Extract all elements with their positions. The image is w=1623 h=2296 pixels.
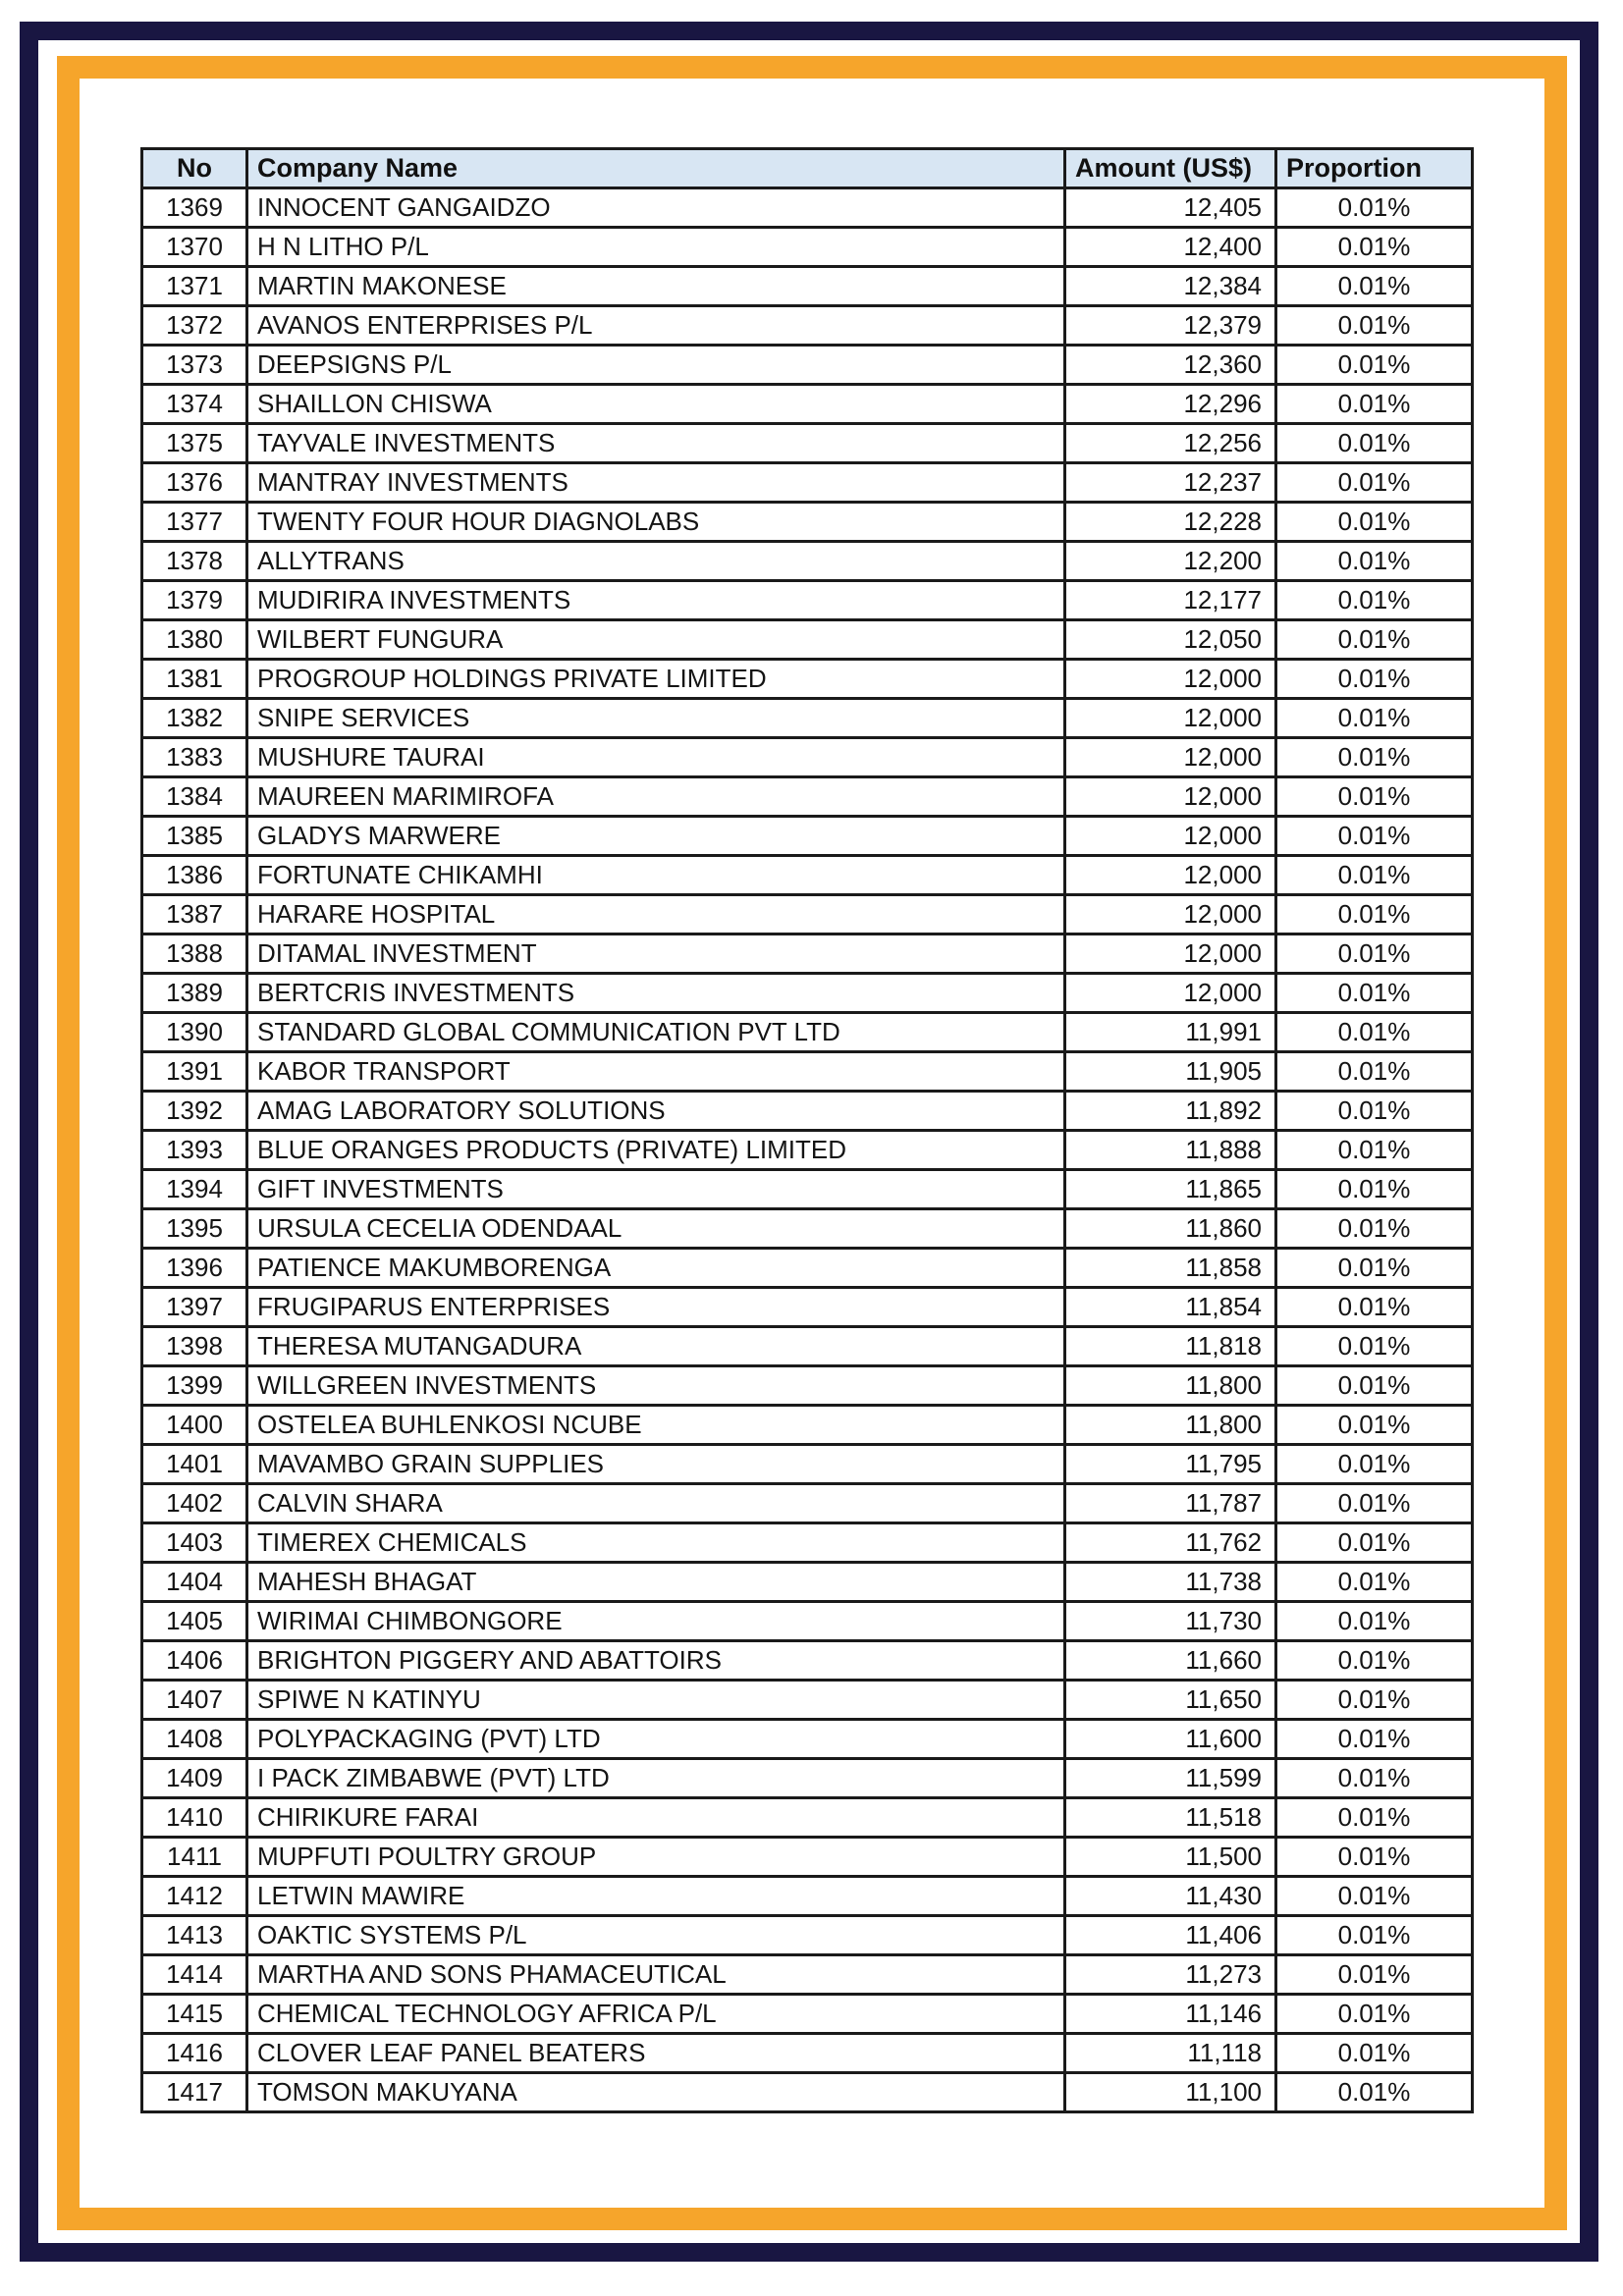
amount-cell: 12,200 xyxy=(1065,542,1276,581)
amount-cell: 11,865 xyxy=(1065,1170,1276,1209)
row-number-cell: 1389 xyxy=(142,974,247,1013)
company-name-cell: MUSHURE TAURAI xyxy=(247,738,1065,777)
amount-cell: 12,000 xyxy=(1065,817,1276,856)
proportion-cell: 0.01% xyxy=(1276,1327,1473,1366)
proportion-cell: 0.01% xyxy=(1276,188,1473,228)
table-row xyxy=(142,424,1473,463)
table-row xyxy=(142,1681,1473,1720)
row-number-cell: 1401 xyxy=(142,1445,247,1484)
amount-cell: 12,256 xyxy=(1065,424,1276,463)
proportion-cell: 0.01% xyxy=(1276,1052,1473,1092)
column-header-company: Company Name xyxy=(247,149,1065,188)
row-number-cell: 1380 xyxy=(142,620,247,660)
amount-cell: 11,650 xyxy=(1065,1681,1276,1720)
table-row xyxy=(142,1249,1473,1288)
proportion-cell: 0.01% xyxy=(1276,1877,1473,1916)
amount-cell: 12,000 xyxy=(1065,699,1276,738)
row-number-cell: 1385 xyxy=(142,817,247,856)
amount-cell: 11,854 xyxy=(1065,1288,1276,1327)
company-name-cell: MUPFUTI POULTRY GROUP xyxy=(247,1838,1065,1877)
proportion-cell: 0.01% xyxy=(1276,424,1473,463)
company-name-cell: URSULA CECELIA ODENDAAL xyxy=(247,1209,1065,1249)
proportion-cell: 0.01% xyxy=(1276,2034,1473,2073)
proportion-cell: 0.01% xyxy=(1276,1209,1473,1249)
proportion-cell: 0.01% xyxy=(1276,1681,1473,1720)
table-row xyxy=(142,385,1473,424)
column-header-proportion: Proportion xyxy=(1276,149,1473,188)
company-name-cell: DITAMAL INVESTMENT xyxy=(247,934,1065,974)
table-row xyxy=(142,777,1473,817)
table-row xyxy=(142,738,1473,777)
table-row xyxy=(142,1484,1473,1523)
row-number-cell: 1415 xyxy=(142,1995,247,2034)
company-name-cell: LETWIN MAWIRE xyxy=(247,1877,1065,1916)
proportion-cell: 0.01% xyxy=(1276,1955,1473,1995)
proportion-cell: 0.01% xyxy=(1276,817,1473,856)
company-name-cell: SPIWE N KATINYU xyxy=(247,1681,1065,1720)
company-name-cell: OAKTIC SYSTEMS P/L xyxy=(247,1916,1065,1955)
company-name-cell: BERTCRIS INVESTMENTS xyxy=(247,974,1065,1013)
table-row xyxy=(142,1327,1473,1366)
table-row xyxy=(142,1759,1473,1798)
amount-cell: 12,000 xyxy=(1065,974,1276,1013)
amount-cell: 11,762 xyxy=(1065,1523,1276,1563)
amount-cell: 12,050 xyxy=(1065,620,1276,660)
amount-cell: 11,660 xyxy=(1065,1641,1276,1681)
proportion-cell: 0.01% xyxy=(1276,385,1473,424)
proportion-cell: 0.01% xyxy=(1276,542,1473,581)
table-row xyxy=(142,895,1473,934)
row-number-cell: 1382 xyxy=(142,699,247,738)
row-number-cell: 1383 xyxy=(142,738,247,777)
amount-cell: 11,787 xyxy=(1065,1484,1276,1523)
table-row xyxy=(142,817,1473,856)
proportion-cell: 0.01% xyxy=(1276,1092,1473,1131)
company-name-cell: INNOCENT GANGAIDZO xyxy=(247,188,1065,228)
amount-cell: 11,738 xyxy=(1065,1563,1276,1602)
company-name-cell: BLUE ORANGES PRODUCTS (PRIVATE) LIMITED xyxy=(247,1131,1065,1170)
table-row xyxy=(142,1916,1473,1955)
amount-cell: 12,228 xyxy=(1065,503,1276,542)
table-row xyxy=(142,620,1473,660)
amount-cell: 12,000 xyxy=(1065,895,1276,934)
company-name-cell: POLYPACKAGING (PVT) LTD xyxy=(247,1720,1065,1759)
company-name-cell: THERESA MUTANGADURA xyxy=(247,1327,1065,1366)
company-name-cell: MARTHA AND SONS PHAMACEUTICAL xyxy=(247,1955,1065,1995)
row-number-cell: 1399 xyxy=(142,1366,247,1406)
amount-cell: 11,860 xyxy=(1065,1209,1276,1249)
table-row xyxy=(142,2034,1473,2073)
proportion-cell: 0.01% xyxy=(1276,1249,1473,1288)
amount-cell: 11,905 xyxy=(1065,1052,1276,1092)
proportion-cell: 0.01% xyxy=(1276,974,1473,1013)
row-number-cell: 1403 xyxy=(142,1523,247,1563)
proportion-cell: 0.01% xyxy=(1276,738,1473,777)
amount-cell: 11,795 xyxy=(1065,1445,1276,1484)
company-name-cell: MUDIRIRA INVESTMENTS xyxy=(247,581,1065,620)
proportion-cell: 0.01% xyxy=(1276,1602,1473,1641)
proportion-cell: 0.01% xyxy=(1276,503,1473,542)
row-number-cell: 1414 xyxy=(142,1955,247,1995)
amount-cell: 12,000 xyxy=(1065,934,1276,974)
company-name-cell: WILBERT FUNGURA xyxy=(247,620,1065,660)
row-number-cell: 1404 xyxy=(142,1563,247,1602)
row-number-cell: 1411 xyxy=(142,1838,247,1877)
row-number-cell: 1405 xyxy=(142,1602,247,1641)
amount-cell: 11,100 xyxy=(1065,2073,1276,2112)
amount-cell: 12,384 xyxy=(1065,267,1276,306)
proportion-cell: 0.01% xyxy=(1276,777,1473,817)
table-row xyxy=(142,346,1473,385)
row-number-cell: 1386 xyxy=(142,856,247,895)
proportion-cell: 0.01% xyxy=(1276,1288,1473,1327)
proportion-cell: 0.01% xyxy=(1276,1563,1473,1602)
proportion-cell: 0.01% xyxy=(1276,346,1473,385)
amount-cell: 12,000 xyxy=(1065,738,1276,777)
company-name-cell: FRUGIPARUS ENTERPRISES xyxy=(247,1288,1065,1327)
proportion-cell: 0.01% xyxy=(1276,463,1473,503)
proportion-cell: 0.01% xyxy=(1276,1523,1473,1563)
table-row xyxy=(142,228,1473,267)
table-row xyxy=(142,1563,1473,1602)
table-row xyxy=(142,542,1473,581)
company-name-cell: AVANOS ENTERPRISES P/L xyxy=(247,306,1065,346)
row-number-cell: 1370 xyxy=(142,228,247,267)
row-number-cell: 1376 xyxy=(142,463,247,503)
amount-cell: 11,800 xyxy=(1065,1406,1276,1445)
amount-cell: 11,118 xyxy=(1065,2034,1276,2073)
row-number-cell: 1392 xyxy=(142,1092,247,1131)
amount-cell: 11,991 xyxy=(1065,1013,1276,1052)
row-number-cell: 1390 xyxy=(142,1013,247,1052)
company-name-cell: MAUREEN MARIMIROFA xyxy=(247,777,1065,817)
table-row xyxy=(142,463,1473,503)
amount-cell: 12,296 xyxy=(1065,385,1276,424)
row-number-cell: 1417 xyxy=(142,2073,247,2112)
row-number-cell: 1375 xyxy=(142,424,247,463)
row-number-cell: 1388 xyxy=(142,934,247,974)
table-row xyxy=(142,1523,1473,1563)
company-name-cell: WILLGREEN INVESTMENTS xyxy=(247,1366,1065,1406)
proportion-cell: 0.01% xyxy=(1276,895,1473,934)
table-row xyxy=(142,2073,1473,2112)
row-number-cell: 1406 xyxy=(142,1641,247,1681)
amount-cell: 11,430 xyxy=(1065,1877,1276,1916)
row-number-cell: 1395 xyxy=(142,1209,247,1249)
proportion-cell: 0.01% xyxy=(1276,1366,1473,1406)
proportion-cell: 0.01% xyxy=(1276,1995,1473,2034)
company-name-cell: ALLYTRANS xyxy=(247,542,1065,581)
amount-cell: 11,518 xyxy=(1065,1798,1276,1838)
proportion-cell: 0.01% xyxy=(1276,1838,1473,1877)
row-number-cell: 1407 xyxy=(142,1681,247,1720)
amount-cell: 11,406 xyxy=(1065,1916,1276,1955)
company-name-cell: TIMEREX CHEMICALS xyxy=(247,1523,1065,1563)
row-number-cell: 1397 xyxy=(142,1288,247,1327)
company-name-cell: I PACK ZIMBABWE (PVT) LTD xyxy=(247,1759,1065,1798)
table-row xyxy=(142,1838,1473,1877)
column-header-no: No xyxy=(142,149,247,188)
table-row xyxy=(142,1052,1473,1092)
row-number-cell: 1402 xyxy=(142,1484,247,1523)
proportion-cell: 0.01% xyxy=(1276,1406,1473,1445)
amount-cell: 12,237 xyxy=(1065,463,1276,503)
table-row xyxy=(142,1602,1473,1641)
proportion-cell: 0.01% xyxy=(1276,1641,1473,1681)
company-name-cell: OSTELEA BUHLENKOSI NCUBE xyxy=(247,1406,1065,1445)
amount-cell: 11,858 xyxy=(1065,1249,1276,1288)
amount-cell: 11,888 xyxy=(1065,1131,1276,1170)
proportion-cell: 0.01% xyxy=(1276,1445,1473,1484)
table-row xyxy=(142,1013,1473,1052)
table-row xyxy=(142,306,1473,346)
amount-cell: 12,360 xyxy=(1065,346,1276,385)
table-row xyxy=(142,1641,1473,1681)
company-name-cell: CHIRIKURE FARAI xyxy=(247,1798,1065,1838)
table-row xyxy=(142,1406,1473,1445)
company-name-cell: STANDARD GLOBAL COMMUNICATION PVT LTD xyxy=(247,1013,1065,1052)
proportion-cell: 0.01% xyxy=(1276,934,1473,974)
table-row xyxy=(142,1209,1473,1249)
table-row xyxy=(142,1170,1473,1209)
company-name-cell: GIFT INVESTMENTS xyxy=(247,1170,1065,1209)
proportion-cell: 0.01% xyxy=(1276,856,1473,895)
company-name-cell: MAHESH BHAGAT xyxy=(247,1563,1065,1602)
row-number-cell: 1413 xyxy=(142,1916,247,1955)
amount-cell: 11,892 xyxy=(1065,1092,1276,1131)
row-number-cell: 1412 xyxy=(142,1877,247,1916)
table-row xyxy=(142,1798,1473,1838)
row-number-cell: 1394 xyxy=(142,1170,247,1209)
company-name-cell: PROGROUP HOLDINGS PRIVATE LIMITED xyxy=(247,660,1065,699)
amount-cell: 12,405 xyxy=(1065,188,1276,228)
table-row xyxy=(142,1445,1473,1484)
company-name-cell: KABOR TRANSPORT xyxy=(247,1052,1065,1092)
company-name-cell: MANTRAY INVESTMENTS xyxy=(247,463,1065,503)
proportion-cell: 0.01% xyxy=(1276,660,1473,699)
table-row xyxy=(142,934,1473,974)
amount-cell: 11,800 xyxy=(1065,1366,1276,1406)
proportion-cell: 0.01% xyxy=(1276,1013,1473,1052)
company-name-cell: CALVIN SHARA xyxy=(247,1484,1065,1523)
company-name-cell: CLOVER LEAF PANEL BEATERS xyxy=(247,2034,1065,2073)
company-name-cell: BRIGHTON PIGGERY AND ABATTOIRS xyxy=(247,1641,1065,1681)
amount-cell: 11,500 xyxy=(1065,1838,1276,1877)
company-name-cell: FORTUNATE CHIKAMHI xyxy=(247,856,1065,895)
row-number-cell: 1396 xyxy=(142,1249,247,1288)
company-name-cell: GLADYS MARWERE xyxy=(247,817,1065,856)
row-number-cell: 1369 xyxy=(142,188,247,228)
table-row xyxy=(142,856,1473,895)
proportion-cell: 0.01% xyxy=(1276,1131,1473,1170)
company-name-cell: MAVAMBO GRAIN SUPPLIES xyxy=(247,1445,1065,1484)
amount-cell: 12,177 xyxy=(1065,581,1276,620)
row-number-cell: 1409 xyxy=(142,1759,247,1798)
table-row xyxy=(142,1955,1473,1995)
company-name-cell: SNIPE SERVICES xyxy=(247,699,1065,738)
amount-cell: 12,379 xyxy=(1065,306,1276,346)
table-row xyxy=(142,1720,1473,1759)
amount-cell: 11,730 xyxy=(1065,1602,1276,1641)
table-header-row xyxy=(142,149,1473,188)
amount-cell: 11,600 xyxy=(1065,1720,1276,1759)
proportion-cell: 0.01% xyxy=(1276,1916,1473,1955)
amount-cell: 11,599 xyxy=(1065,1759,1276,1798)
company-name-cell: SHAILLON CHISWA xyxy=(247,385,1065,424)
column-header-amount: Amount (US$) xyxy=(1065,149,1276,188)
table-row xyxy=(142,1877,1473,1916)
company-name-cell: H N LITHO P/L xyxy=(247,228,1065,267)
proportion-cell: 0.01% xyxy=(1276,1720,1473,1759)
table-row xyxy=(142,660,1473,699)
company-name-cell: MARTIN MAKONESE xyxy=(247,267,1065,306)
company-name-cell: CHEMICAL TECHNOLOGY AFRICA P/L xyxy=(247,1995,1065,2034)
proportion-cell: 0.01% xyxy=(1276,228,1473,267)
row-number-cell: 1410 xyxy=(142,1798,247,1838)
row-number-cell: 1393 xyxy=(142,1131,247,1170)
table-row xyxy=(142,503,1473,542)
table-row xyxy=(142,699,1473,738)
row-number-cell: 1381 xyxy=(142,660,247,699)
amount-cell: 12,400 xyxy=(1065,228,1276,267)
row-number-cell: 1384 xyxy=(142,777,247,817)
row-number-cell: 1398 xyxy=(142,1327,247,1366)
proportion-cell: 0.01% xyxy=(1276,1170,1473,1209)
proportion-cell: 0.01% xyxy=(1276,581,1473,620)
row-number-cell: 1377 xyxy=(142,503,247,542)
proportion-cell: 0.01% xyxy=(1276,1484,1473,1523)
table-row xyxy=(142,974,1473,1013)
row-number-cell: 1372 xyxy=(142,306,247,346)
row-number-cell: 1408 xyxy=(142,1720,247,1759)
row-number-cell: 1379 xyxy=(142,581,247,620)
company-amount-table xyxy=(140,147,1474,2113)
proportion-cell: 0.01% xyxy=(1276,1759,1473,1798)
row-number-cell: 1400 xyxy=(142,1406,247,1445)
company-name-cell: DEEPSIGNS P/L xyxy=(247,346,1065,385)
proportion-cell: 0.01% xyxy=(1276,1798,1473,1838)
company-name-cell: PATIENCE MAKUMBORENGA xyxy=(247,1249,1065,1288)
amount-cell: 11,146 xyxy=(1065,1995,1276,2034)
row-number-cell: 1387 xyxy=(142,895,247,934)
amount-cell: 12,000 xyxy=(1065,856,1276,895)
proportion-cell: 0.01% xyxy=(1276,306,1473,346)
amount-cell: 12,000 xyxy=(1065,660,1276,699)
table-row xyxy=(142,1131,1473,1170)
row-number-cell: 1374 xyxy=(142,385,247,424)
amount-cell: 11,273 xyxy=(1065,1955,1276,1995)
company-name-cell: TOMSON MAKUYANA xyxy=(247,2073,1065,2112)
table-row xyxy=(142,1366,1473,1406)
row-number-cell: 1416 xyxy=(142,2034,247,2073)
table-row xyxy=(142,188,1473,228)
row-number-cell: 1371 xyxy=(142,267,247,306)
company-name-cell: AMAG LABORATORY SOLUTIONS xyxy=(247,1092,1065,1131)
proportion-cell: 0.01% xyxy=(1276,267,1473,306)
table-row xyxy=(142,1288,1473,1327)
row-number-cell: 1373 xyxy=(142,346,247,385)
company-name-cell: WIRIMAI CHIMBONGORE xyxy=(247,1602,1065,1641)
company-name-cell: HARARE HOSPITAL xyxy=(247,895,1065,934)
table-row xyxy=(142,1995,1473,2034)
company-name-cell: TAYVALE INVESTMENTS xyxy=(247,424,1065,463)
proportion-cell: 0.01% xyxy=(1276,620,1473,660)
table-row xyxy=(142,1092,1473,1131)
amount-cell: 11,818 xyxy=(1065,1327,1276,1366)
table-row xyxy=(142,581,1473,620)
row-number-cell: 1378 xyxy=(142,542,247,581)
amount-cell: 12,000 xyxy=(1065,777,1276,817)
table-row xyxy=(142,267,1473,306)
company-name-cell: TWENTY FOUR HOUR DIAGNOLABS xyxy=(247,503,1065,542)
proportion-cell: 0.01% xyxy=(1276,2073,1473,2112)
proportion-cell: 0.01% xyxy=(1276,699,1473,738)
row-number-cell: 1391 xyxy=(142,1052,247,1092)
